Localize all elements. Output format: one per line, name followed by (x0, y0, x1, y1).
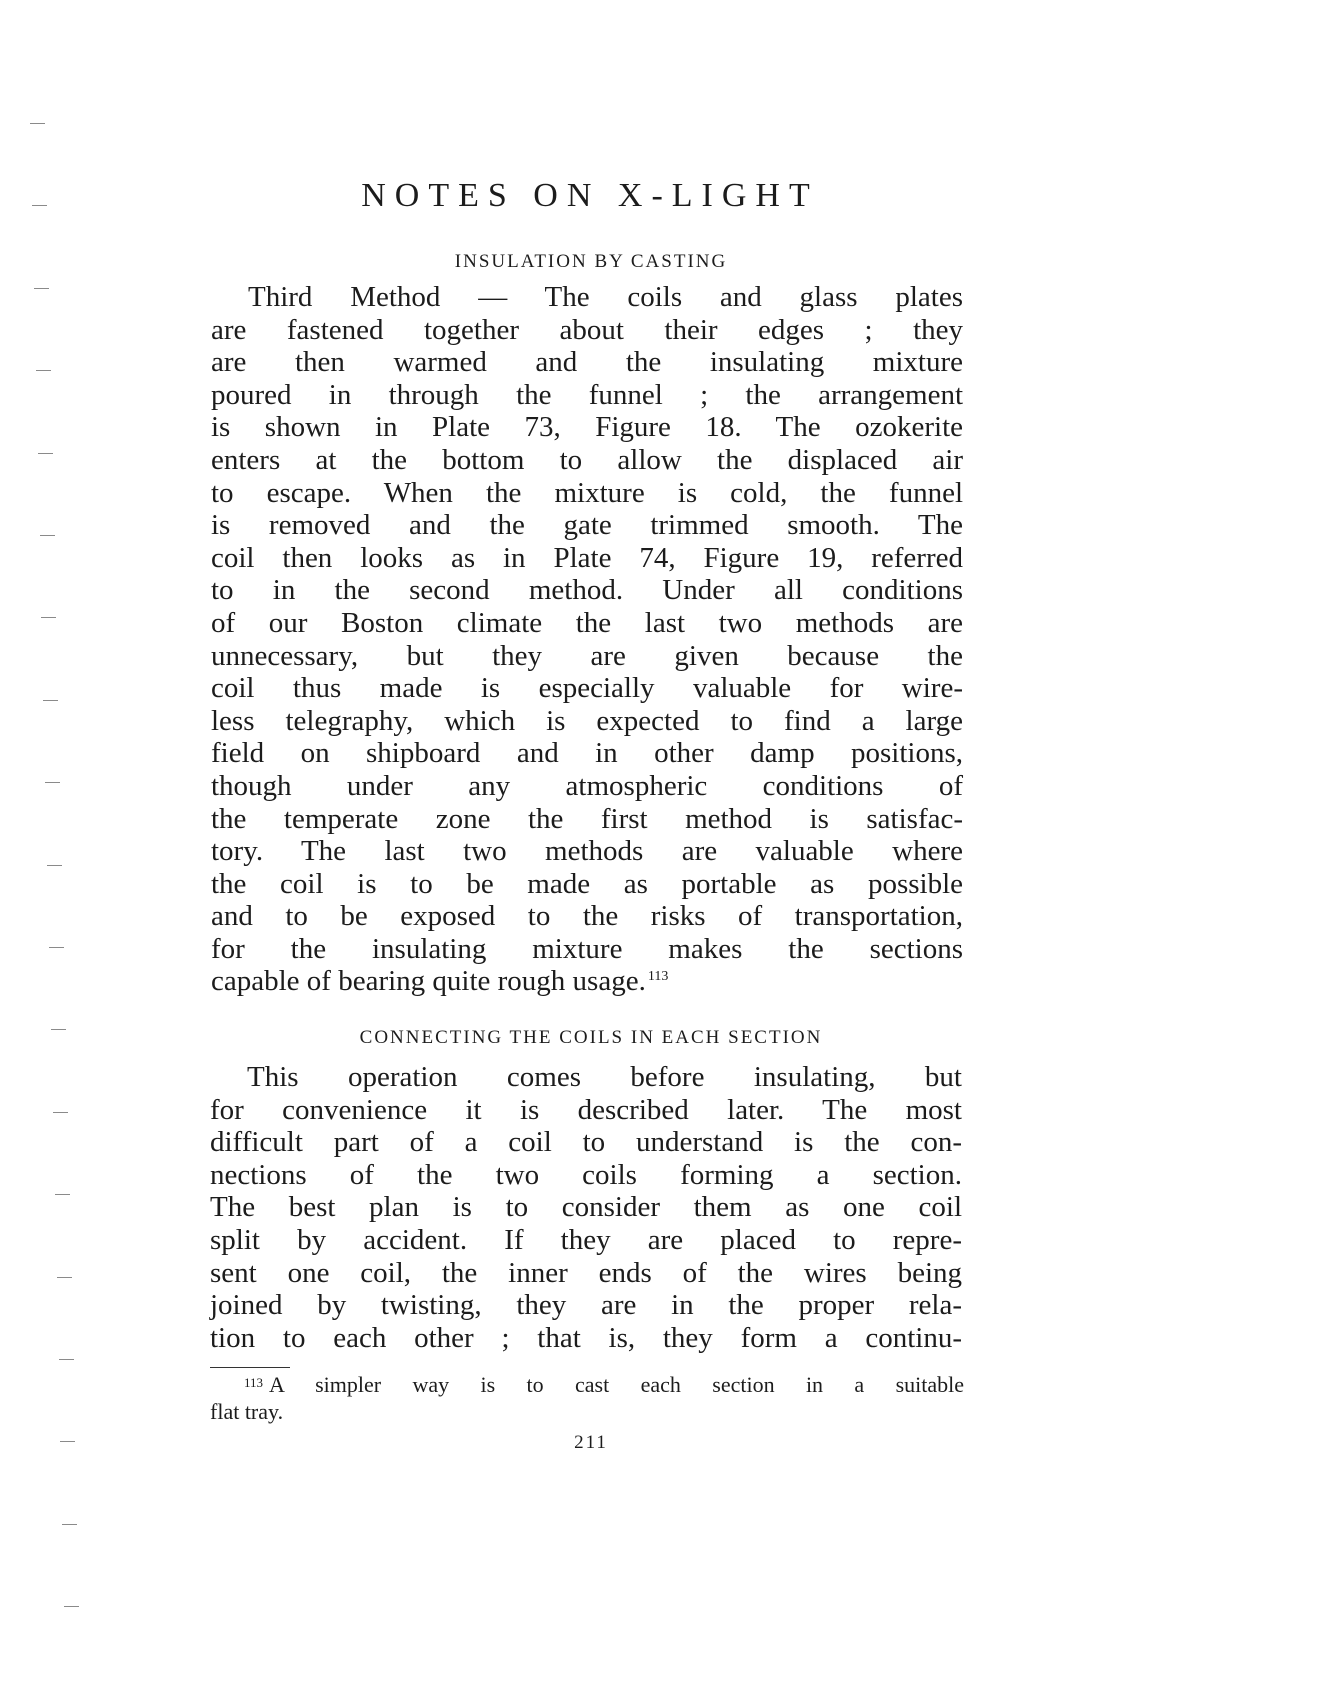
footnote-number: 113 (244, 1375, 264, 1390)
text-line: is shown in Plate 73, Figure 18. The ozokerite (211, 411, 963, 444)
text-line: tion to each other ; that is, they form a continu- (210, 1321, 962, 1354)
paragraph-third-method (211, 281, 963, 998)
margin-tick (51, 1029, 66, 1030)
text-line-last (211, 965, 963, 998)
section-heading-insulation: INSULATION BY CASTING (454, 251, 728, 272)
text-line: to in the second method. Under all conditions (211, 574, 963, 607)
margin-tick (32, 205, 47, 206)
text-line: are fastened together about their edges ; they (211, 313, 963, 346)
text-line: Third Method — The coils and glass plates (248, 281, 963, 313)
paragraph-connecting (210, 1061, 962, 1354)
text-line: is removed and the gate trimmed smooth. The (211, 509, 963, 542)
text-line: poured in through the funnel ; the arrangement (211, 378, 963, 411)
text-line: unnecessary, but they are given because the (211, 639, 963, 672)
text-line: the coil is to be made as portable as possible (211, 867, 963, 900)
margin-tick (36, 370, 51, 371)
text-line: for convenience it is described later. The most (210, 1093, 962, 1126)
text-line: split by accident. If they are placed to repre- (210, 1223, 962, 1256)
margin-tick (49, 947, 64, 948)
text-line: nections of the two coils forming a section. (210, 1158, 962, 1191)
margin-tick (62, 1524, 77, 1525)
text-line: enters at the bottom to allow the displaced air (211, 443, 963, 476)
text-line: of our Boston climate the last two methods are (211, 606, 963, 639)
margin-tick (47, 865, 62, 866)
text-line: are then warmed and the insulating mixture (211, 346, 963, 379)
page-number: 211 (574, 1432, 608, 1453)
text-line: coil thus made is especially valuable for wire- (211, 672, 963, 705)
margin-tick (40, 535, 55, 536)
margin-tick (60, 1441, 75, 1442)
text-line: though under any atmospheric conditions of (211, 769, 963, 802)
text-line: coil then looks as in Plate 74, Figure 19, referred (211, 541, 963, 574)
text-line: tory. The last two methods are valuable where (211, 835, 963, 868)
margin-tick (41, 617, 56, 618)
text-line: difficult part of a coil to understand is the con- (210, 1126, 962, 1159)
margin-tick (57, 1277, 72, 1278)
footnote-reference[interactable]: 113 (647, 969, 669, 985)
footnote-rule (210, 1367, 290, 1368)
text-line: less telegraphy, which is expected to find a large (211, 704, 963, 737)
margin-tick (30, 123, 45, 124)
footnote (210, 1371, 964, 1425)
section-heading-connecting: CONNECTING THE COILS IN EACH SECTION (359, 1027, 823, 1048)
running-head: NOTES ON X-LIGHT (361, 177, 819, 214)
margin-tick (53, 1112, 68, 1113)
text-line: sent one coil, the inner ends of the wires being (210, 1256, 962, 1289)
footnote-text: A simpler way is to cast each section in a suitable (269, 1372, 964, 1397)
text-line: and to be exposed to the risks of transportation, (211, 900, 963, 933)
text-line: The best plan is to consider them as one coil (210, 1191, 962, 1224)
margin-tick (59, 1359, 74, 1360)
text-line: for the insulating mixture makes the sections (211, 932, 963, 965)
text-line: This operation comes before insulating, but (247, 1061, 962, 1093)
margin-tick (55, 1194, 70, 1195)
text-line: to escape. When the mixture is cold, the funnel (211, 476, 963, 509)
margin-tick (34, 288, 49, 289)
margin-tick (43, 700, 58, 701)
footnote-line: flat tray. (210, 1399, 284, 1424)
text-line: the temperate zone the first method is satisfac- (211, 802, 963, 835)
text-line: joined by twisting, they are in the proper rela- (210, 1289, 962, 1322)
margin-tick (38, 453, 53, 454)
margin-tick (45, 782, 60, 783)
footnote-line (210, 1371, 964, 1398)
text-line-content: capable of bearing quite rough usage. (211, 965, 646, 998)
margin-tick (64, 1606, 79, 1607)
text-line: field on shipboard and in other damp positions, (211, 737, 963, 770)
